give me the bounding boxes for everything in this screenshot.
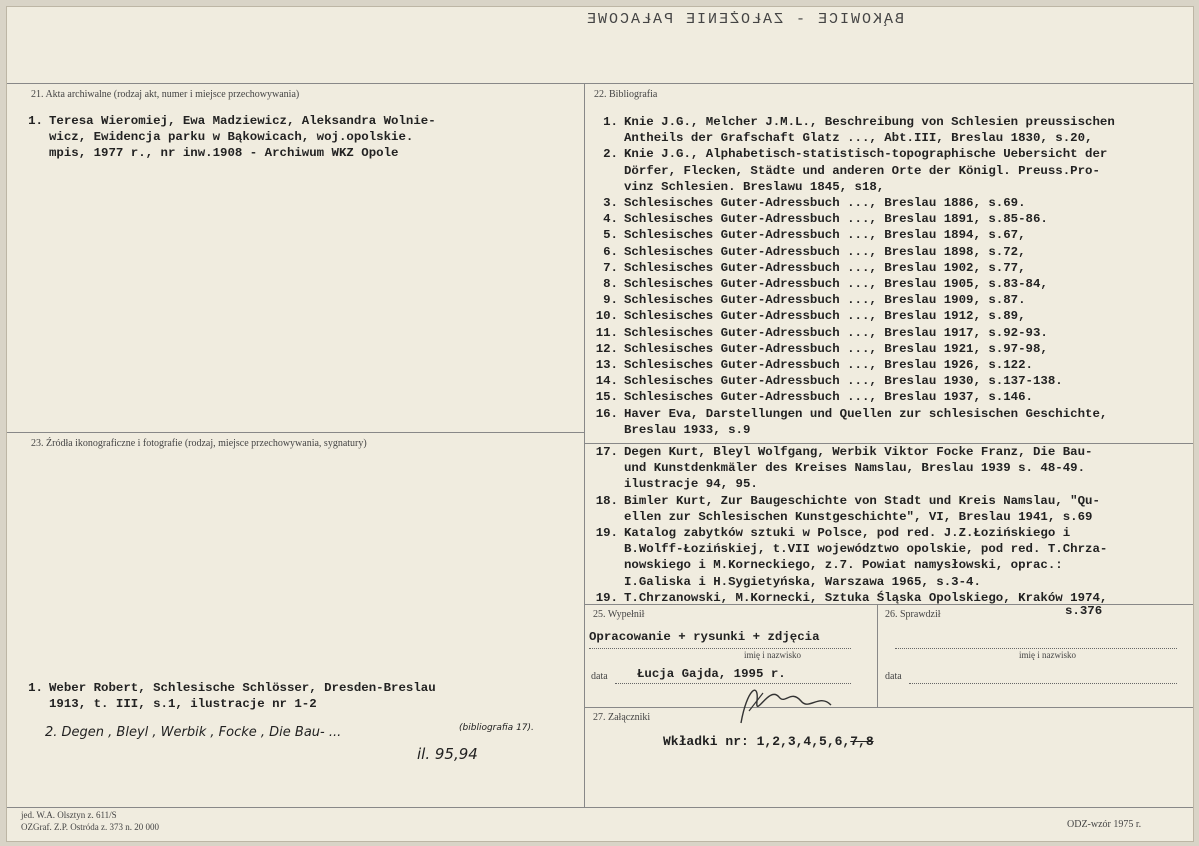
bibliography-entry-number: 10. bbox=[595, 309, 618, 324]
bibliography-entry-text: Katalog zabytków sztuki w Polsce, pod red. J.Z.Łozińskiego i bbox=[624, 526, 1071, 541]
mirrored-header: BĄKOWICE - ZAŁOŻENIE PAŁACOWE bbox=[585, 11, 905, 28]
bibliography-label: 22. Bibliografia bbox=[594, 89, 658, 100]
bibliography-entry-number: 19. bbox=[595, 526, 618, 541]
left-mid-rule bbox=[7, 432, 584, 433]
attachments-struck: 7,8 bbox=[850, 734, 874, 749]
bibliography-entry-line: und Kunstdenkmäler des Kreises Namslau, Breslau 1939 s. 48-49. bbox=[624, 461, 1086, 476]
archival-line-2: wicz, Ewidencja parku w Bąkowicach, woj.opolskie. bbox=[49, 130, 414, 145]
bibliography-entry-line bbox=[590, 406, 1190, 422]
bibliography-entry-line bbox=[590, 325, 1190, 341]
iconographic-line-2: 1913, t. III, s.1, ilustracje nr 1-2 bbox=[49, 697, 317, 712]
center-divider bbox=[584, 83, 585, 807]
bibliography-entry-line bbox=[590, 276, 1190, 292]
bibliography-entry-line: Antheils der Grafschaft Glatz ..., Abt.III, Breslau 1830, s.20, bbox=[624, 131, 1093, 146]
bibliography-entry-text: Schlesisches Guter-Adressbuch ..., Breslau 1902, s.77, bbox=[624, 260, 1026, 275]
bibliography-entry-number: 5. bbox=[603, 228, 618, 243]
bibliography-entry-line: Dörfer, Flecken, Städte und anderen Orte der Königl. Preuss.Pro- bbox=[624, 163, 1100, 178]
bibliography-entry-number: 11. bbox=[595, 325, 618, 340]
bibliography-entry-line: ellen zur Schlesischen Kunstgeschichte", VI, Breslau 1941, s.69 bbox=[624, 509, 1093, 524]
bibliography-entry-text: Knie J.G., Melcher J.M.L., Beschreibung von Schlesien preussischen bbox=[624, 115, 1115, 129]
bibliography-entry-number: 6. bbox=[603, 244, 618, 259]
bibliography-list bbox=[590, 114, 1190, 606]
bibliography-entry-text: Schlesisches Guter-Adressbuch ..., Breslau 1886, s.69. bbox=[624, 196, 1026, 211]
attachments-label: 27. Załączniki bbox=[593, 712, 651, 723]
bibliography-entry-line bbox=[590, 227, 1190, 243]
filled-by-name-line bbox=[589, 648, 851, 649]
bibliography-entry-line: I.Galiska i H.Sygietyńska, Warszawa 1965, s.3-4. bbox=[624, 574, 981, 589]
bibliography-entry-line bbox=[590, 244, 1190, 260]
bibliography-entry-line bbox=[590, 292, 1190, 308]
checked-by-date-line bbox=[909, 683, 1177, 684]
record-card bbox=[6, 6, 1194, 842]
handwritten-note: (bibliografia 17). bbox=[459, 723, 534, 733]
filled-by-name: Opracowanie + rysunki + zdjęcia bbox=[589, 630, 820, 644]
bibliography-entry-line bbox=[590, 373, 1190, 389]
filled-by-label: 25. Wypełnił bbox=[593, 609, 645, 620]
checked-by-name-line bbox=[895, 648, 1177, 649]
bibliography-entry-number: 7. bbox=[603, 260, 618, 275]
bibliography-entry-number: 3. bbox=[603, 196, 618, 211]
bibliography-entry-number: 17. bbox=[595, 445, 618, 460]
iconographic-entry-1 bbox=[15, 680, 436, 712]
bibliography-entry-number: 9. bbox=[603, 293, 618, 308]
bibliography-entry-text: Schlesisches Guter-Adressbuch ..., Breslau 1930, s.137-138. bbox=[624, 374, 1063, 389]
bibliography-entry-text: T.Chrzanowski, M.Kornecki, Sztuka Śląska Opolskiego, Kraków 1974, bbox=[624, 590, 1108, 605]
bibliography-entry-number: 8. bbox=[603, 277, 618, 292]
bibliography-entry-text: Bimler Kurt, Zur Baugeschichte von Stadt und Kreis Namslau, "Qu- bbox=[624, 493, 1100, 508]
bibliography-entry-line: vinz Schlesien. Breslawu 1845, s18, bbox=[624, 179, 885, 194]
bibliography-entry-line bbox=[590, 389, 1190, 405]
bibliography-entry-number: 1. bbox=[603, 115, 618, 129]
filled-by-sublabel: imię i nazwisko bbox=[744, 650, 801, 660]
bibliography-entry-text: Haver Eva, Darstellungen und Quellen zur schlesischen Geschichte, bbox=[624, 406, 1108, 421]
bibliography-entry-line bbox=[590, 525, 1190, 541]
iconographic-line-1: 1. Weber Robert, Schlesische Schlösser, Dresden-Breslau bbox=[28, 681, 436, 695]
bibliography-entry-number: 13. bbox=[595, 358, 618, 373]
bibliography-entry-line bbox=[590, 444, 1190, 460]
signature-divider bbox=[877, 604, 878, 707]
bibliography-entry-text: Schlesisches Guter-Adressbuch ..., Breslau 1898, s.72, bbox=[624, 244, 1026, 259]
bibliography-entry-line bbox=[590, 308, 1190, 324]
bibliography-entry-text: Schlesisches Guter-Adressbuch ..., Breslau 1921, s.97-98, bbox=[624, 341, 1048, 356]
attachments-numbers: Wkładki nr: 1,2,3,4,5,6, bbox=[663, 734, 851, 749]
bibliography-entry-line: ilustracje 94, 95. bbox=[624, 477, 758, 492]
archival-entry bbox=[15, 113, 436, 161]
iconographic-label: 23. Źródła ikonograficzne i fotografie (rodzaj, miejsce przechowywania, sygnatury) bbox=[31, 438, 367, 449]
bibliography-entry-number: 2. bbox=[603, 147, 618, 162]
bibliography-entry-text: Knie J.G., Alphabetisch-statistisch-topographische Uebersicht der bbox=[624, 147, 1108, 162]
footer-print-line-1: jed. W.A. Olsztyn z. 611/S bbox=[21, 810, 117, 820]
bibliography-entry-number: 19. bbox=[595, 590, 618, 605]
bibliography-entry-text: Schlesisches Guter-Adressbuch ..., Breslau 1894, s.67, bbox=[624, 228, 1026, 243]
bibliography-entry-line bbox=[590, 195, 1190, 211]
bibliography-entry-line bbox=[590, 341, 1190, 357]
bibliography-entry-text: Schlesisches Guter-Adressbuch ..., Breslau 1905, s.83-84, bbox=[624, 277, 1048, 292]
bibliography-entry-text: Schlesisches Guter-Adressbuch ..., Breslau 1891, s.85-86. bbox=[624, 212, 1048, 227]
checked-by-sublabel: imię i nazwisko bbox=[1019, 650, 1076, 660]
bibliography-entry-text: Schlesisches Guter-Adressbuch ..., Breslau 1909, s.87. bbox=[624, 293, 1026, 308]
bibliography-entry-line bbox=[590, 260, 1190, 276]
filled-by-date: Łucja Gajda, 1995 r. bbox=[637, 667, 786, 681]
archival-line-1: 1. Teresa Wieromiej, Ewa Madziewicz, Aleksandra Wolnie- bbox=[28, 114, 436, 128]
bibliography-entry-line: Breslau 1933, s.9 bbox=[624, 422, 751, 437]
bibliography-entry-line: nowskiego i M.Korneckiego, z.7. Powiat namysłowski, oprac.: bbox=[624, 558, 1063, 573]
bibliography-entry-number: 16. bbox=[595, 406, 618, 421]
bottom-rule bbox=[7, 807, 1194, 808]
bibliography-entry-line bbox=[590, 114, 1190, 130]
footer-form-id: ODZ-wzór 1975 r. bbox=[1067, 819, 1142, 830]
bibliography-entry-line bbox=[590, 357, 1190, 373]
archival-line-3: mpis, 1977 r., nr inw.1908 - Archiwum WKZ Opole bbox=[49, 146, 399, 161]
handwritten-entry-2: 2. Degen , Bleyl , Werbik , Focke , Die Bau- ... bbox=[45, 725, 342, 740]
bibliography-entry-text: Schlesisches Guter-Adressbuch ..., Breslau 1937, s.146. bbox=[624, 390, 1033, 405]
bibliography-entry-text: Schlesisches Guter-Adressbuch ..., Breslau 1926, s.122. bbox=[624, 358, 1033, 373]
bibliography-entry-number: 15. bbox=[595, 390, 618, 405]
attachments-list bbox=[663, 734, 874, 749]
bibliography-entry-number: 18. bbox=[595, 493, 618, 508]
bibliography-entry-text: Degen Kurt, Bleyl Wolfgang, Werbik Viktor Focke Franz, Die Bau- bbox=[624, 445, 1093, 460]
checked-by-date-label: data bbox=[885, 671, 902, 682]
top-rule bbox=[7, 83, 1194, 84]
handwritten-illustrations: il. 95,94 bbox=[417, 745, 478, 763]
bibliography-entry-line bbox=[590, 493, 1190, 509]
bibliography-entry-line: B.Wolff-Łozińskiej, t.VII województwo opolskie, pod red. T.Chrza- bbox=[624, 542, 1108, 557]
bibliography-entry-text: Schlesisches Guter-Adressbuch ..., Breslau 1912, s.89, bbox=[624, 309, 1026, 324]
bibliography-entry-text: Schlesisches Guter-Adressbuch ..., Breslau 1917, s.92-93. bbox=[624, 325, 1048, 340]
filled-by-date-label: data bbox=[591, 671, 608, 682]
signature-scribble bbox=[729, 671, 839, 731]
bibliography-entry-line bbox=[590, 146, 1190, 162]
bibliography-entry-number: 14. bbox=[595, 374, 618, 389]
bibliography-entry-number: 4. bbox=[603, 212, 618, 227]
bibliography-entry-number: 12. bbox=[595, 341, 618, 356]
attachments-top-rule bbox=[584, 707, 1194, 708]
checked-by-label: 26. Sprawdził bbox=[885, 609, 941, 620]
bibliography-entry-line bbox=[590, 211, 1190, 227]
footer-print-line-2: OZGraf. Z.P. Ostróda z. 373 n. 20 000 bbox=[21, 822, 159, 832]
checked-by-page: s.376 bbox=[1065, 604, 1103, 618]
archival-label: 21. Akta archiwalne (rodzaj akt, numer i miejsce przechowywania) bbox=[31, 89, 300, 100]
